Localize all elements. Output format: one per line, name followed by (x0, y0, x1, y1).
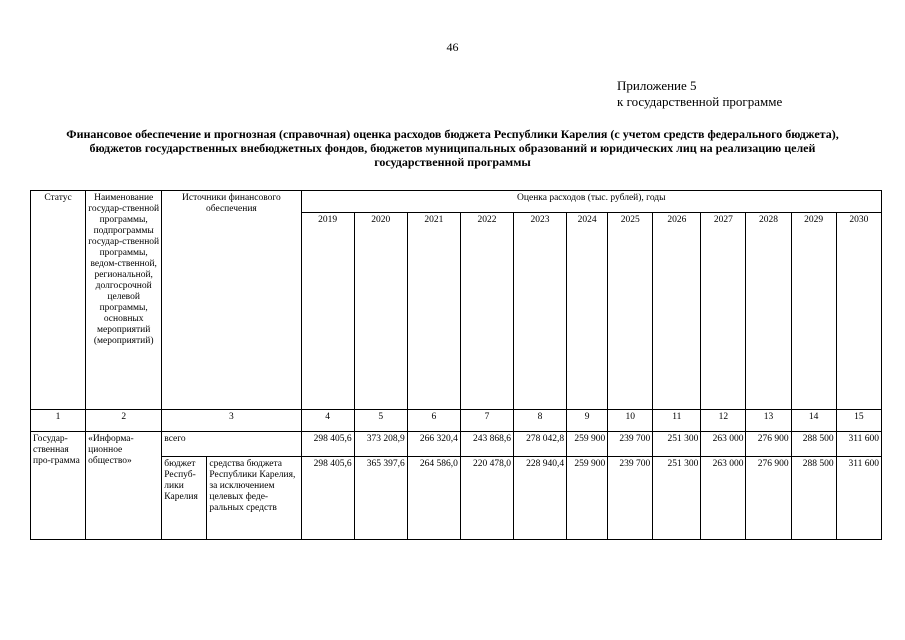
column-number-row (31, 410, 882, 432)
column-number: 2 (86, 410, 162, 432)
value-cell: 264 586,0 (407, 457, 460, 540)
year-header: 2024 (567, 213, 608, 410)
column-number: 11 (653, 410, 701, 432)
value-cell: 298 405,6 (301, 432, 354, 457)
appendix-note (617, 78, 782, 110)
value-cell: 298 405,6 (301, 457, 354, 540)
table-row (31, 432, 882, 457)
value-cell: 288 500 (791, 457, 836, 540)
year-header: 2021 (407, 213, 460, 410)
column-number: 12 (701, 410, 746, 432)
year-header: 2019 (301, 213, 354, 410)
value-cell: 288 500 (791, 432, 836, 457)
appendix-line-1: Приложение 5 (617, 78, 697, 93)
value-cell: 251 300 (653, 457, 701, 540)
value-cell: 239 700 (608, 457, 653, 540)
value-cell: 259 900 (567, 432, 608, 457)
year-header: 2023 (514, 213, 567, 410)
document-title: Финансовое обеспечение и прогнозная (справочная) оценка расходов бюджета Республики Карелия (с учетом средств федерального бюджета), бюджетов государственных внебюджетных фондов, бюджетов муниципальных образований и юридических лиц на реализацию целей государственной программы (66, 127, 839, 169)
column-number: 10 (608, 410, 653, 432)
year-header: 2029 (791, 213, 836, 410)
column-number: 4 (301, 410, 354, 432)
value-cell: 239 700 (608, 432, 653, 457)
column-number: 1 (31, 410, 86, 432)
year-header: 2020 (354, 213, 407, 410)
column-number: 6 (407, 410, 460, 432)
column-number: 15 (836, 410, 881, 432)
source-detail-cell: средства бюджета Республики Карелия, за исключением целевых феде-ральных средств (207, 457, 301, 540)
program-name-cell: «Информа-ционное общество» (86, 432, 162, 540)
column-number: 3 (162, 410, 301, 432)
source-group-cell: бюджет Респуб-лики Карелия (162, 457, 207, 540)
value-cell: 220 478,0 (460, 457, 513, 540)
value-cell: 373 208,9 (354, 432, 407, 457)
value-cell: 276 900 (746, 432, 791, 457)
column-number: 14 (791, 410, 836, 432)
year-header: 2030 (836, 213, 881, 410)
header-status: Статус (31, 191, 86, 410)
value-cell: 263 000 (701, 432, 746, 457)
header-row-1 (31, 191, 882, 213)
year-header: 2027 (701, 213, 746, 410)
column-number: 5 (354, 410, 407, 432)
header-name: Наименование государ-ственной программы, подпрограммы государ-ственной программы, ведом-ственной, региональной, долгосрочной целевой программы, основных мероприятий (мероприятий) (86, 191, 162, 410)
value-cell: 365 397,6 (354, 457, 407, 540)
value-cell: 266 320,4 (407, 432, 460, 457)
value-cell: 276 900 (746, 457, 791, 540)
year-header: 2022 (460, 213, 513, 410)
appendix-line-2: к государственной программе (617, 94, 783, 109)
year-header: 2028 (746, 213, 791, 410)
year-header: 2026 (653, 213, 701, 410)
page-number: 46 (446, 40, 459, 54)
value-cell: 278 042,8 (514, 432, 567, 457)
value-cell: 259 900 (567, 457, 608, 540)
column-number: 13 (746, 410, 791, 432)
status-cell: Государ-ственная про-грамма (31, 432, 86, 540)
header-sources: Источники финансового обеспечения (162, 191, 301, 410)
value-cell: 251 300 (653, 432, 701, 457)
value-cell: 311 600 (836, 432, 881, 457)
header-estimate: Оценка расходов (тыс. рублей), годы (301, 191, 881, 213)
column-number: 8 (514, 410, 567, 432)
value-cell: 243 868,6 (460, 432, 513, 457)
value-cell: 228 940,4 (514, 457, 567, 540)
column-number: 7 (460, 410, 513, 432)
column-number: 9 (567, 410, 608, 432)
value-cell: 263 000 (701, 457, 746, 540)
year-header: 2025 (608, 213, 653, 410)
source-total-cell: всего (162, 432, 301, 457)
value-cell: 311 600 (836, 457, 881, 540)
budget-table (30, 190, 882, 540)
